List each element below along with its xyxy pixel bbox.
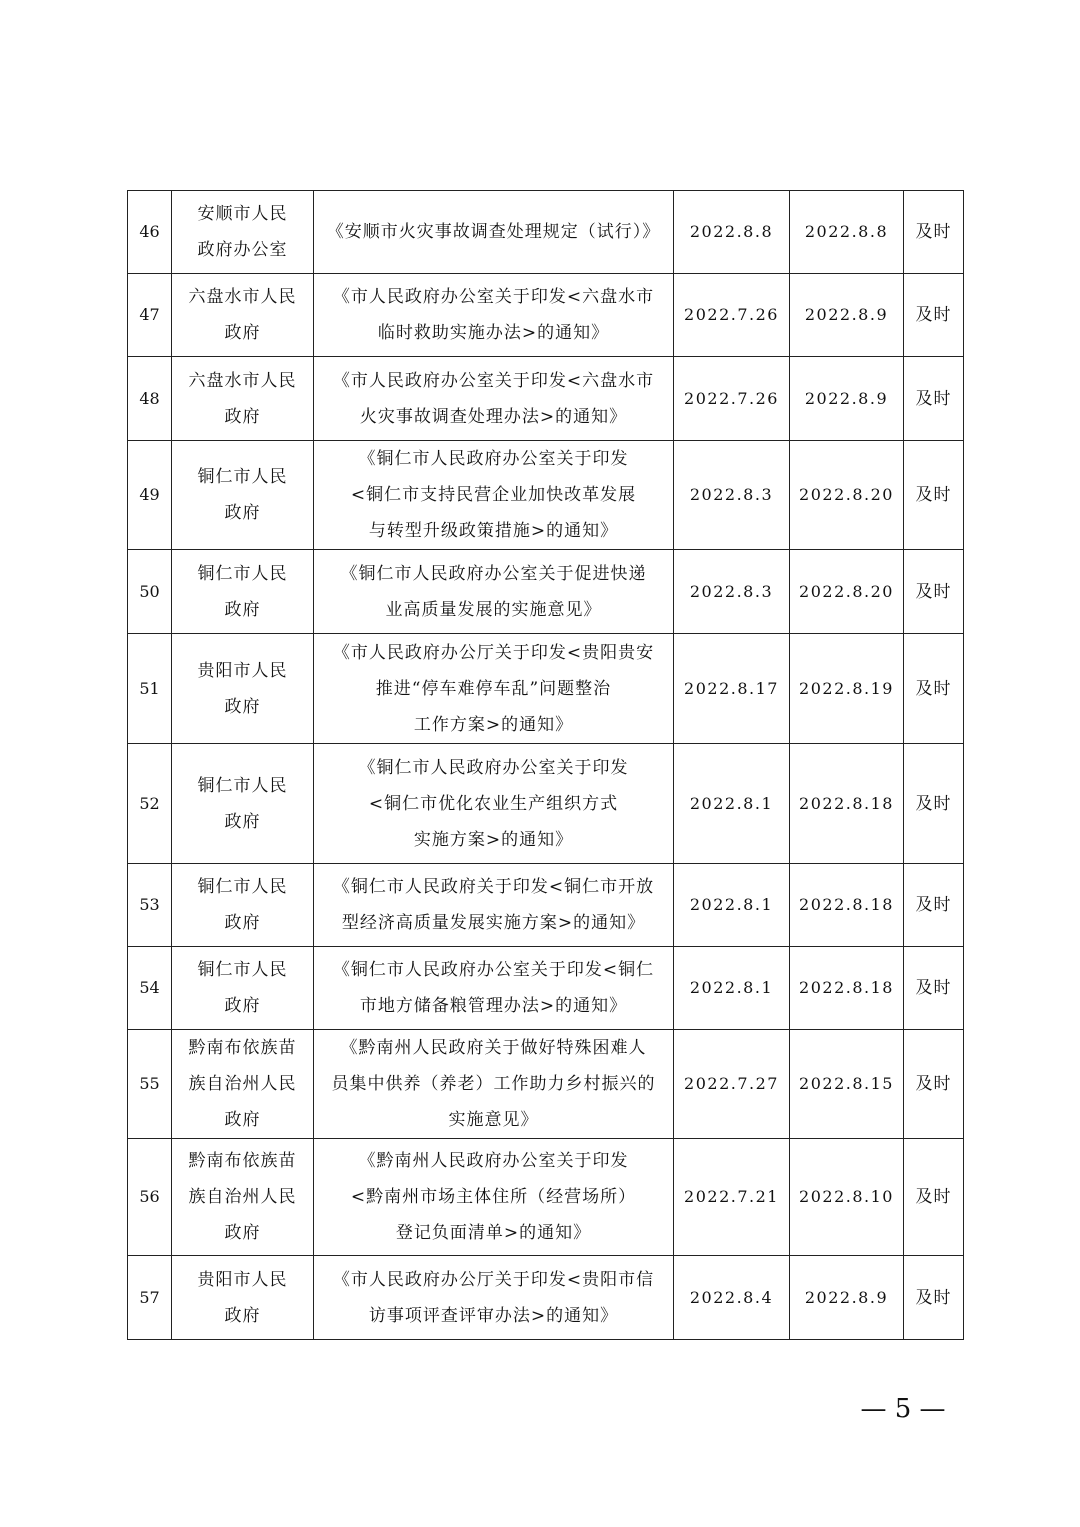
page-number: — 5 — (860, 1394, 946, 1424)
document-table (127, 190, 964, 1340)
document-title (314, 1030, 674, 1139)
issuing-organization-line: 政府 (224, 599, 261, 620)
issuing-organization-line: 铜仁市人民 (197, 467, 288, 487)
issuing-organization (172, 441, 314, 550)
row-number: 50 (128, 550, 172, 634)
issue-date: 2022.8.1 (674, 947, 790, 1030)
issue-date: 2022.7.26 (674, 357, 790, 441)
document-title-line: 《铜仁市人民政府办公室关于促进快递 (340, 563, 647, 584)
issuing-organization-line: 政府 (224, 1223, 261, 1243)
table-row (128, 1256, 964, 1340)
table-row (128, 1139, 964, 1256)
status: 及时 (904, 947, 964, 1030)
issuing-organization (172, 634, 314, 744)
document-title-line: 与转型升级政策措施>的通知》 (368, 521, 619, 541)
status: 及时 (904, 1139, 964, 1256)
status: 及时 (904, 191, 964, 274)
document-title (314, 441, 674, 550)
issue-date: 2022.8.17 (674, 634, 790, 744)
document-title-line: 工作方案>的通知》 (413, 714, 574, 735)
issuing-organization-line: 政府 (224, 1305, 261, 1326)
document-title (314, 744, 674, 864)
report-date: 2022.8.8 (790, 191, 904, 274)
issuing-organization-line: 铜仁市人民 (197, 877, 288, 897)
report-date: 2022.8.19 (790, 634, 904, 744)
row-number: 49 (128, 441, 172, 550)
issue-date: 2022.8.1 (674, 864, 790, 947)
issuing-organization-line: 黔南布依族苗 (188, 1151, 297, 1171)
issuing-organization-line: 政府 (224, 1110, 261, 1130)
issuing-organization (172, 1139, 314, 1256)
status: 及时 (904, 441, 964, 550)
status: 及时 (904, 550, 964, 634)
document-title-line: 业高质量发展的实施意见》 (385, 599, 602, 620)
report-date: 2022.8.15 (790, 1030, 904, 1139)
issuing-organization (172, 1030, 314, 1139)
row-number: 48 (128, 357, 172, 441)
document-title-line: 《市人民政府办公厅关于印发<贵阳贵安 (332, 642, 655, 663)
issuing-organization-line: 族自治州人民 (188, 1187, 297, 1207)
table-row (128, 441, 964, 550)
document-title (314, 357, 674, 441)
document-title-line: 实施意见》 (448, 1110, 539, 1130)
issue-date: 2022.7.26 (674, 274, 790, 357)
issuing-organization-line: 贵阳市人民 (197, 660, 288, 681)
table-row (128, 744, 964, 864)
document-title (314, 1256, 674, 1340)
status: 及时 (904, 357, 964, 441)
issue-date: 2022.7.27 (674, 1030, 790, 1139)
issue-date: 2022.8.1 (674, 744, 790, 864)
report-date: 2022.8.18 (790, 864, 904, 947)
document-title-line: 《市人民政府办公厅关于印发<贵阳市信 (332, 1269, 655, 1290)
report-date: 2022.8.10 (790, 1139, 904, 1256)
report-date: 2022.8.9 (790, 1256, 904, 1340)
issuing-organization-line: 黔南布依族苗 (188, 1038, 297, 1058)
document-title (314, 947, 674, 1030)
issuing-organization-line: 安顺市人民 (197, 204, 288, 224)
row-number: 47 (128, 274, 172, 357)
issuing-organization (172, 357, 314, 441)
document-title-line: 市地方储备粮管理办法>的通知》 (359, 996, 628, 1016)
document-title-line: 《安顺市火灾事故调查处理规定（试行）》 (326, 222, 661, 242)
status: 及时 (904, 274, 964, 357)
issuing-organization-line: 政府 (224, 996, 261, 1016)
document-title-line: 《铜仁市人民政府关于印发<铜仁市开放 (332, 877, 655, 897)
row-number: 53 (128, 864, 172, 947)
document-title-line: 登记负面清单>的通知》 (395, 1223, 592, 1243)
row-number: 57 (128, 1256, 172, 1340)
status: 及时 (904, 634, 964, 744)
report-date: 2022.8.20 (790, 550, 904, 634)
table-row (128, 947, 964, 1030)
issuing-organization-line: 政府 (224, 696, 261, 717)
document-title-line: 火灾事故调查处理办法>的通知》 (359, 406, 628, 427)
document-title (314, 550, 674, 634)
issue-date: 2022.8.8 (674, 191, 790, 274)
document-title-line: 型经济高质量发展实施方案>的通知》 (341, 913, 646, 933)
table-row (128, 191, 964, 274)
issue-date: 2022.8.3 (674, 441, 790, 550)
report-date: 2022.8.20 (790, 441, 904, 550)
issuing-organization-line: 铜仁市人民 (197, 563, 288, 584)
document-title-line: 《市人民政府办公室关于印发<六盘水市 (332, 370, 655, 391)
document-title (314, 274, 674, 357)
table-row (128, 550, 964, 634)
issuing-organization (172, 947, 314, 1030)
row-number: 55 (128, 1030, 172, 1139)
table-row (128, 357, 964, 441)
table-row (128, 1030, 964, 1139)
status: 及时 (904, 1256, 964, 1340)
document-title (314, 1139, 674, 1256)
document-title-line: 《铜仁市人民政府办公室关于印发 (358, 449, 629, 469)
document-title (314, 191, 674, 274)
issuing-organization-line: 铜仁市人民 (197, 775, 288, 796)
issuing-organization-line: 贵阳市人民 (197, 1269, 288, 1290)
document-title-line: 《铜仁市人民政府办公室关于印发 (358, 757, 629, 778)
report-date: 2022.8.9 (790, 357, 904, 441)
issue-date: 2022.8.4 (674, 1256, 790, 1340)
row-number: 51 (128, 634, 172, 744)
document-title-line: 临时救助实施办法>的通知》 (377, 323, 610, 343)
issuing-organization-line: 铜仁市人民 (197, 960, 288, 980)
issuing-organization-line: 六盘水市人民 (188, 370, 297, 391)
issuing-organization-line: 族自治州人民 (188, 1074, 297, 1094)
issue-date: 2022.7.21 (674, 1139, 790, 1256)
row-number: 54 (128, 947, 172, 1030)
report-date: 2022.8.18 (790, 744, 904, 864)
issuing-organization (172, 744, 314, 864)
issue-date: 2022.8.3 (674, 550, 790, 634)
document-title-line: <铜仁市优化农业生产组织方式 (368, 793, 619, 814)
issuing-organization (172, 550, 314, 634)
issuing-organization-line: 政府 (224, 811, 261, 832)
document-title-line: 实施方案>的通知》 (413, 829, 574, 850)
status: 及时 (904, 1030, 964, 1139)
issuing-organization-line: 六盘水市人民 (188, 287, 297, 307)
report-date: 2022.8.9 (790, 274, 904, 357)
row-number: 46 (128, 191, 172, 274)
document-title-line: 访事项评查评审办法>的通知》 (368, 1305, 619, 1326)
report-date: 2022.8.18 (790, 947, 904, 1030)
issuing-organization-line: 政府 (224, 323, 261, 343)
issuing-organization-line: 政府 (224, 406, 261, 427)
issuing-organization (172, 191, 314, 274)
table-row (128, 634, 964, 744)
status: 及时 (904, 744, 964, 864)
row-number: 52 (128, 744, 172, 864)
issuing-organization-line: 政府 (224, 913, 261, 933)
document-title-line: 《铜仁市人民政府办公室关于印发<铜仁 (332, 960, 655, 980)
document-title-line: 推进“停车难停车乱”问题整治 (375, 678, 612, 699)
document-title-line: 《市人民政府办公室关于印发<六盘水市 (332, 287, 655, 307)
table-row (128, 274, 964, 357)
issuing-organization (172, 274, 314, 357)
document-title-line: 员集中供养（养老）工作助力乡村振兴的 (331, 1074, 656, 1094)
issuing-organization-line: 政府办公室 (197, 240, 288, 260)
status: 及时 (904, 864, 964, 947)
document-title (314, 864, 674, 947)
issuing-organization (172, 864, 314, 947)
issuing-organization-line: 政府 (224, 503, 261, 523)
document-title-line: 《黔南州人民政府办公室关于印发 (358, 1151, 629, 1171)
issuing-organization (172, 1256, 314, 1340)
document-title (314, 634, 674, 744)
table-body (128, 191, 964, 1340)
document-title-line: 《黔南州人民政府关于做好特殊困难人 (340, 1038, 647, 1058)
row-number: 56 (128, 1139, 172, 1256)
document-title-line: <铜仁市支持民营企业加快改革发展 (350, 485, 637, 505)
table-row (128, 864, 964, 947)
document-title-line: <黔南州市场主体住所（经营场所） (350, 1187, 637, 1207)
